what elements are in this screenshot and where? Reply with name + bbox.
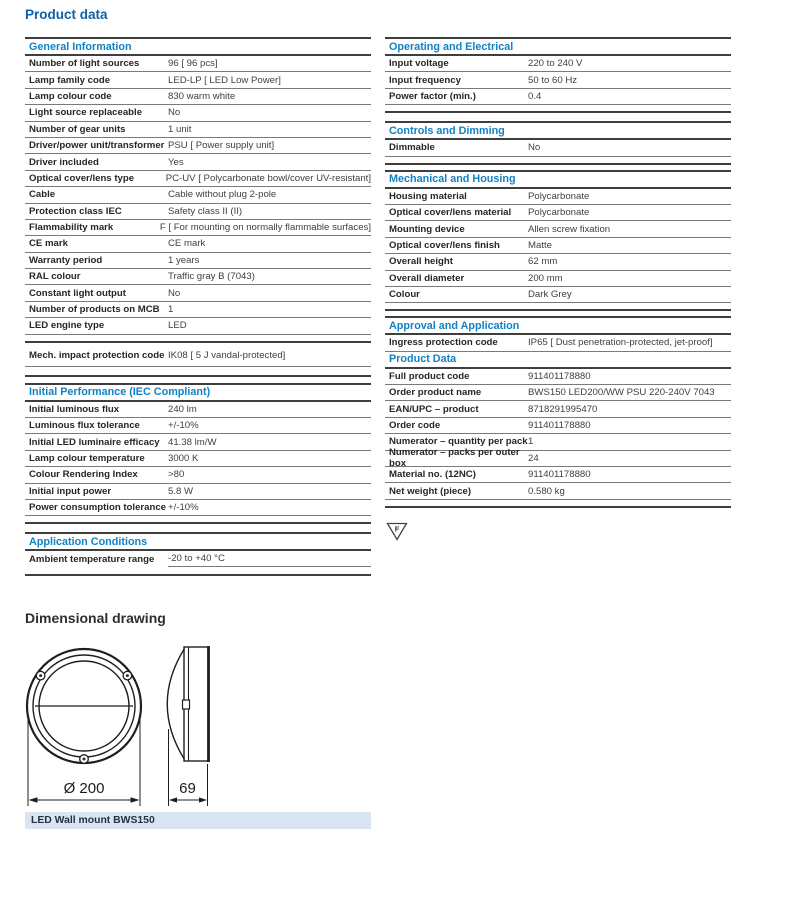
table-row: [25, 551, 371, 567]
row-value: Matte: [528, 239, 552, 251]
section-header: Approval and Application: [385, 318, 731, 335]
table-row: [385, 287, 731, 303]
table-row: [385, 140, 731, 156]
row-label: Light source replaceable: [29, 107, 143, 119]
row-value: Polycarbonate: [528, 207, 590, 219]
table-row: [25, 105, 371, 121]
page-title: Product data: [25, 7, 108, 22]
section-mechanical-housing: [385, 170, 731, 312]
row-value: 50 to 60 Hz: [528, 74, 578, 86]
row-value: IP65 [ Dust penetration-protected, jet-proof]: [528, 337, 713, 349]
row-label: Dimmable: [389, 142, 435, 154]
front-view-drawing: [27, 649, 141, 763]
dimensional-drawing-heading: Dimensional drawing: [25, 610, 166, 626]
table-row: [25, 154, 371, 170]
row-label: Initial input power: [29, 485, 112, 497]
section-initial-performance: [25, 383, 371, 525]
row-value: 5.8 W: [168, 485, 194, 497]
row-value: 830 warm white: [168, 90, 236, 102]
table-row: [25, 236, 371, 252]
row-label: Flammability mark: [29, 222, 114, 234]
section-header: Mechanical and Housing: [385, 172, 731, 189]
section-approval-application: [385, 316, 731, 351]
side-view-drawing: [167, 646, 208, 762]
section-footer-rule: [25, 335, 371, 343]
section-controls-dimming: [385, 121, 731, 164]
table-row: [25, 89, 371, 105]
row-value: 911401178880: [528, 420, 591, 432]
flammability-f-mark-icon: [386, 522, 408, 542]
row-value: PSU [ Power supply unit]: [168, 140, 275, 152]
table-row: [25, 434, 371, 450]
row-value: Dark Grey: [528, 289, 572, 301]
row-label: Housing material: [389, 190, 467, 202]
table-row: [25, 204, 371, 220]
section-mech-impact: [25, 345, 371, 377]
row-label: Optical cover/lens material: [389, 207, 512, 219]
section-application-conditions: [25, 532, 371, 575]
row-label: Ingress protection code: [389, 337, 498, 349]
row-label: CE mark: [29, 238, 68, 250]
table-row: [25, 318, 371, 334]
table-row: [385, 369, 731, 385]
table-row: [25, 220, 371, 236]
section-header: General Information: [25, 39, 371, 56]
row-value: +/-10%: [168, 502, 199, 514]
row-value: Yes: [168, 156, 184, 168]
row-value: F [ For mounting on normally flammable surfaces]: [159, 222, 371, 234]
table-row: [25, 56, 371, 72]
row-value: 200 mm: [528, 272, 563, 284]
row-value: No: [528, 142, 541, 154]
row-label: Lamp colour temperature: [29, 453, 145, 464]
row-value: 1 unit: [168, 123, 192, 135]
table-row: [25, 269, 371, 285]
section-product-data: [385, 352, 731, 508]
table-row: [25, 285, 371, 301]
section-footer-rule: [385, 500, 731, 508]
row-value: 62 mm: [528, 256, 558, 268]
table-row: [25, 253, 371, 269]
table-row: [25, 171, 371, 187]
table-row: [385, 238, 731, 254]
row-label: Number of products on MCB: [29, 304, 160, 316]
row-value: LED-LP [ LED Low Power]: [168, 74, 281, 86]
table-row: [385, 221, 731, 237]
row-label: Colour: [389, 289, 420, 301]
table-row: [385, 385, 731, 401]
row-label: Luminous flux tolerance: [29, 420, 140, 432]
row-value: +/-10%: [168, 420, 199, 432]
table-row: [385, 254, 731, 270]
row-label: Protection class IEC: [29, 205, 122, 217]
drawing-caption-text: LED Wall mount BWS150: [31, 815, 155, 826]
section-header: Initial Performance (IEC Compliant): [25, 385, 371, 402]
section-general-information: [25, 37, 371, 343]
table-row: [25, 402, 371, 418]
table-row: [25, 467, 371, 483]
table-row: [25, 187, 371, 203]
row-label: Lamp family code: [29, 74, 111, 86]
table-row: [25, 500, 371, 516]
table-row: [25, 345, 371, 367]
row-label: Power consumption tolerance: [29, 502, 167, 514]
row-label: Driver included: [29, 156, 99, 168]
section-header: Product Data: [385, 352, 731, 369]
row-value: LED: [168, 320, 187, 332]
table-row: [385, 418, 731, 434]
table-row: [25, 484, 371, 500]
row-value: 96 [ 96 pcs]: [168, 58, 218, 70]
right-column: [385, 37, 731, 542]
dimensional-drawing-svg: [20, 636, 232, 810]
section-header: Application Conditions: [25, 534, 371, 551]
row-value: 24: [528, 452, 539, 464]
drawing-caption-bar: [25, 812, 371, 829]
section-footer-rule: [385, 157, 731, 165]
row-label: Initial luminous flux: [29, 403, 120, 415]
section-header: Controls and Dimming: [385, 123, 731, 140]
row-label: Cable: [29, 189, 56, 201]
row-label: Optical cover/lens finish: [389, 239, 500, 251]
row-value: 41.38 lm/W: [168, 436, 217, 448]
row-value: 8718291995470: [528, 403, 598, 415]
f-mark-letter: F: [394, 524, 400, 534]
table-row: [385, 483, 731, 499]
row-label: EAN/UPC – product: [389, 403, 479, 415]
row-label: Driver/power unit/transformer: [29, 140, 165, 152]
row-value: No: [168, 287, 181, 299]
row-value: Allen screw fixation: [528, 223, 611, 235]
row-value: 220 to 240 V: [528, 58, 583, 70]
section-footer-rule: [25, 367, 371, 377]
row-label: Overall height: [389, 256, 453, 268]
row-value: -20 to +40 °C: [168, 551, 371, 566]
table-row: [385, 189, 731, 205]
row-value: No: [168, 107, 181, 119]
table-row: [25, 122, 371, 138]
row-value: >80: [168, 469, 185, 481]
table-row: [25, 451, 371, 467]
screw-icon: [36, 671, 45, 680]
row-value: 0.580 kg: [528, 485, 565, 497]
row-label: Overall diameter: [389, 272, 465, 284]
table-row: [25, 138, 371, 154]
row-value: Polycarbonate: [528, 190, 590, 202]
row-value: 911401178880: [528, 370, 591, 382]
row-value: 240 lm: [168, 403, 197, 415]
table-row: [385, 335, 731, 351]
row-label: Net weight (piece): [389, 485, 472, 497]
row-value: 0.4: [528, 90, 542, 102]
row-label: Material no. (12NC): [389, 469, 476, 481]
section-header: Operating and Electrical: [385, 39, 731, 56]
table-row: [25, 72, 371, 88]
row-label: Numerator – quantity per pack: [389, 436, 528, 448]
screw-icon: [80, 755, 89, 764]
row-value: CE mark: [168, 238, 206, 250]
dimension-depth-label: 69: [179, 780, 196, 797]
section-footer-rule: [385, 105, 731, 113]
row-value: Traffic gray B (7043): [168, 271, 255, 283]
row-label: Input voltage: [389, 58, 449, 70]
section-footer-rule: [25, 568, 371, 576]
table-row: [385, 467, 731, 483]
row-value: PC-UV [ Polycarbonate bowl/cover UV-resistant]: [165, 172, 371, 184]
section-footer-rule: [385, 303, 731, 311]
row-label: Order code: [389, 420, 441, 432]
row-label: Order product name: [389, 387, 482, 399]
table-row: [385, 205, 731, 221]
row-label: Lamp colour code: [29, 90, 112, 102]
row-label: Initial LED luminaire efficacy: [29, 436, 160, 448]
section-footer-rule: [25, 516, 371, 524]
row-value: 1: [168, 304, 174, 316]
row-label: Number of gear units: [29, 123, 126, 135]
table-row: [385, 271, 731, 287]
row-label: Warranty period: [29, 254, 103, 266]
table-row: [385, 56, 731, 72]
row-label: Mounting device: [389, 223, 465, 235]
row-label: Colour Rendering Index: [29, 469, 138, 481]
table-row: [385, 72, 731, 88]
row-label: Power factor (min.): [389, 90, 476, 102]
row-value: 3000 K: [168, 453, 199, 464]
table-row: [25, 302, 371, 318]
row-value: 1 years: [168, 254, 200, 266]
row-value: IK08 [ 5 J vandal-protected]: [168, 349, 286, 361]
row-value: Cable without plug 2-pole: [168, 189, 277, 201]
row-label: Numerator – packs per outer box: [389, 447, 520, 470]
left-column: [25, 37, 371, 576]
row-value: 1: [528, 436, 534, 448]
f-mark-triangle-icon: [386, 522, 408, 542]
row-label: RAL colour: [29, 271, 81, 283]
screw-icon: [123, 671, 132, 680]
row-label: Optical cover/lens type: [29, 172, 135, 184]
table-row: [385, 89, 731, 105]
section-operating-electrical: [385, 37, 731, 113]
table-row: [25, 418, 371, 434]
row-label: Full product code: [389, 370, 470, 382]
row-label: LED engine type: [29, 320, 105, 332]
row-value: BWS150 LED200/WW PSU 220-240V 7043: [528, 387, 715, 399]
table-row: [385, 447, 731, 470]
row-value: 911401178880: [528, 469, 591, 481]
row-label: Mech. impact protection code: [29, 349, 165, 361]
row-label: Constant light output: [29, 287, 126, 299]
row-label: Number of light sources: [29, 58, 140, 70]
row-label: Ambient temperature range: [29, 553, 155, 565]
dimension-diameter-label: Ø 200: [63, 780, 105, 797]
table-row: [385, 401, 731, 417]
row-value: Safety class II (II): [168, 205, 243, 217]
row-label: Input frequency: [389, 74, 461, 86]
